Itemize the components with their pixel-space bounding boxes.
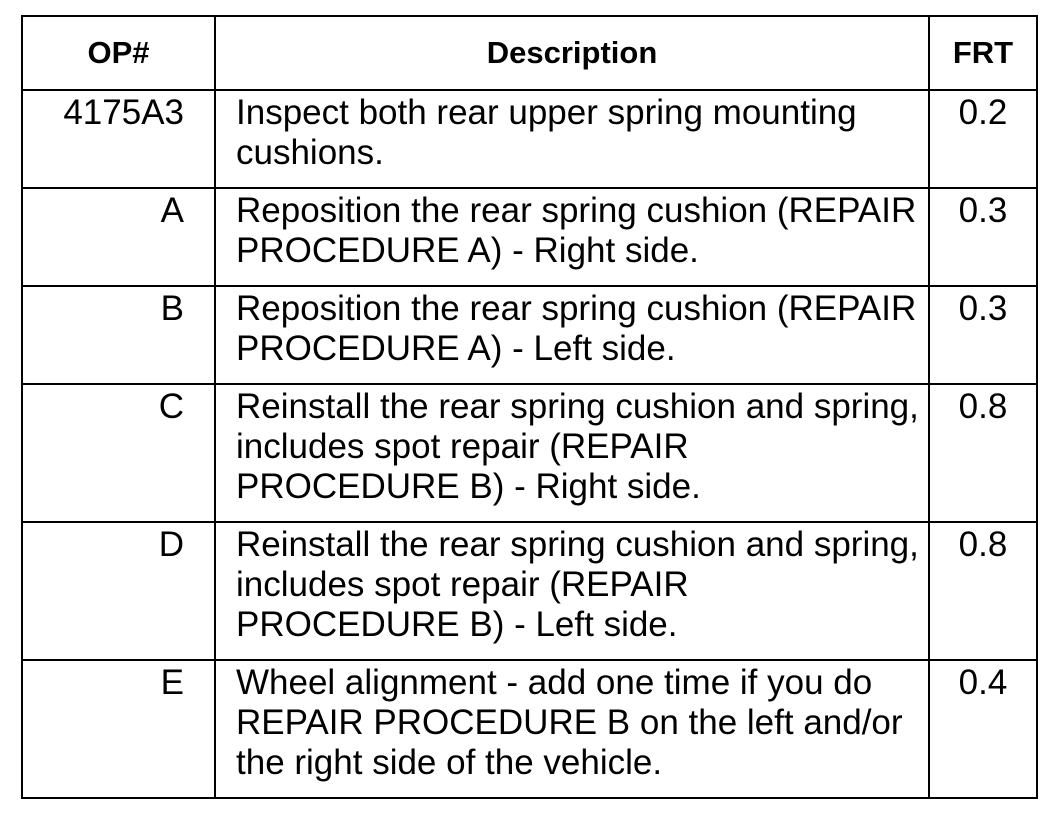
table-header-row	[22, 16, 1037, 90]
op-number-cell: C	[22, 384, 215, 522]
description-cell: Reinstall the rear spring cushion and spring, includes spot repair (REPAIR PROCEDURE B) - Left side.	[215, 522, 929, 660]
table-row	[22, 286, 1037, 384]
header-frt: FRT	[929, 16, 1037, 90]
frt-cell: 0.3	[929, 188, 1037, 286]
frt-cell: 0.2	[929, 90, 1037, 188]
op-number-cell: E	[22, 660, 215, 798]
description-cell: Inspect both rear upper spring mounting cushions.	[215, 90, 929, 188]
op-number-cell: B	[22, 286, 215, 384]
frt-cell: 0.4	[929, 660, 1037, 798]
op-number-cell: 4175A3	[22, 90, 215, 188]
table-row	[22, 188, 1037, 286]
frt-cell: 0.3	[929, 286, 1037, 384]
description-cell: Reposition the rear spring cushion (REPAIR PROCEDURE A) - Left side.	[215, 286, 929, 384]
op-number-cell: D	[22, 522, 215, 660]
table-row	[22, 522, 1037, 660]
frt-cell: 0.8	[929, 522, 1037, 660]
table-row	[22, 384, 1037, 522]
frt-cell: 0.8	[929, 384, 1037, 522]
op-number-cell: A	[22, 188, 215, 286]
description-cell: Wheel alignment - add one time if you do REPAIR PROCEDURE B on the left and/or the right side of the vehicle.	[215, 660, 929, 798]
table-row	[22, 660, 1037, 798]
labor-operations-table	[21, 15, 1038, 799]
header-op-number: OP#	[22, 16, 215, 90]
table-row	[22, 90, 1037, 188]
description-cell: Reposition the rear spring cushion (REPAIR PROCEDURE A) - Right side.	[215, 188, 929, 286]
description-cell: Reinstall the rear spring cushion and spring, includes spot repair (REPAIR PROCEDURE B) - Right side.	[215, 384, 929, 522]
header-description: Description	[215, 16, 929, 90]
